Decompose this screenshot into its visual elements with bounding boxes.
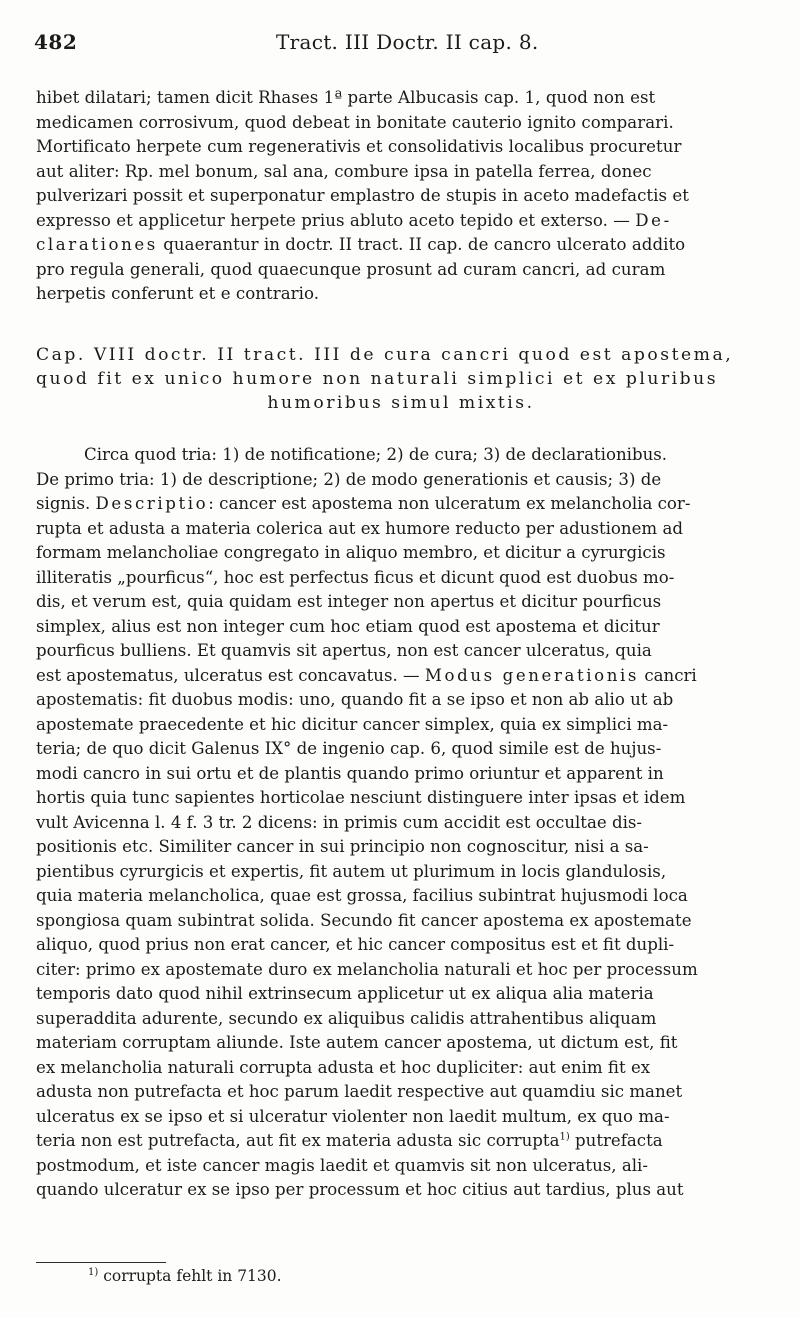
text-line: aut aliter: Rp. mel bonum, sal ana, combure ipsa in patella ferrea, donec	[36, 161, 652, 181]
text-line	[36, 209, 766, 234]
text-segment: : cancer est apostema non ulceratum ex melancholia cor-	[208, 494, 691, 513]
text-line: positionis etc. Similiter cancer in sui principio non cognoscitur, nisi a sa-	[36, 837, 649, 856]
text-line: rupta et adusta a materia colerica aut ex humore reducto per adustionem ad	[36, 518, 683, 538]
footnote-text: corrupta fehlt in 7130.	[98, 1267, 282, 1285]
text-line: temporis dato quod nihil extrinsecum applicetur ut ex aliqua alia materia	[36, 984, 654, 1003]
text-line: simplex, alius est non integer cum hoc etiam quod est apostema et dicitur	[36, 616, 660, 636]
text-segment: est apostematus, ulceratus est concavatus. —	[36, 665, 425, 685]
page-header	[34, 30, 764, 64]
text-line	[36, 1129, 766, 1154]
spaced-term: Descriptio	[95, 494, 209, 513]
text-line	[36, 233, 766, 258]
text-line	[36, 664, 766, 689]
text-line: medicamen corrosivum, quod debeat in bonitate cauterio ignito comparari.	[36, 112, 674, 132]
text-line: apostematis: fit duobus modis: uno, quando fit a se ipso et non ab alio ut ab	[36, 690, 674, 709]
footnote	[88, 1267, 282, 1285]
running-head: Tract. III Doctr. II cap. 8.	[276, 30, 539, 54]
text-line: apostemate praecedente et hic dicitur cancer simplex, quia ex simplici ma-	[36, 714, 669, 734]
heading-line: humoribus simul mixtis.	[267, 393, 535, 413]
text-line: modi cancro in sui ortu et de plantis quando primo oriuntur et apparent in	[36, 763, 664, 783]
text-line: pientibus cyrurgicis et expertis, fit autem ut plurimum in locis glandulosis,	[36, 861, 667, 881]
text-line: Circa quod tria: 1) de notificatione; 2) de cura; 3) de declarationibus.	[84, 445, 668, 464]
spaced-term: De-	[635, 210, 672, 230]
page-number: 482	[34, 30, 78, 54]
text-line: hibet dilatari; tamen dicit Rhases 1ª parte Albucasis cap. 1, quod non est	[36, 88, 656, 107]
spaced-term: Modus generationis	[424, 665, 640, 685]
text-segment: expresso et applicetur herpete prius abluto aceto tepido et exterso. —	[36, 210, 636, 230]
text-line: vult Avicenna l. 4 f. 3 tr. 2 dicens: in primis cum accidit est occultae dis-	[36, 812, 643, 832]
text-line: quando ulceratur ex se ipso per processum et hoc citius aut tardius, plus aut	[36, 1180, 684, 1199]
text-segment: quaerantur in doctr. II tract. II cap. de cancro ulcerato addito	[157, 235, 686, 254]
text-line: illiteratis „pourficus“, hoc est perfectus ficus et dicunt quod est duobus mo-	[36, 567, 675, 587]
text-line: herpetis conferunt et e contrario.	[36, 284, 320, 303]
text-line: formam melancholiae congregato in aliquo membro, et dicitur a cyrurgicis	[36, 543, 666, 562]
footnote-divider	[36, 1262, 166, 1263]
chapter-heading	[36, 343, 766, 415]
text-segment: cancri	[639, 665, 697, 685]
footnote-number: 1)	[88, 1266, 99, 1278]
footnote-marker: 1)	[559, 1131, 570, 1143]
text-line	[36, 492, 766, 517]
text-segment: teria non est putrefacta, aut fit ex materia adusta sic corrupta	[36, 1131, 560, 1150]
text-line: teria; de quo dicit Galenus IX° de ingenio cap. 6, quod simile est de hujus-	[36, 739, 662, 758]
text-line: ulceratus ex se ipso et si ulceratur violenter non laedit multum, ex quo ma-	[36, 1106, 670, 1126]
text-line: materiam corruptam aliunde. Iste autem cancer apostema, ut dictum est, fit	[36, 1033, 678, 1052]
heading-line: Cap. VIII doctr. II tract. III de cura cancri quod est apostema,	[36, 345, 734, 365]
text-segment: putrefacta	[569, 1131, 663, 1150]
text-line: pro regula generali, quod quaecunque prosunt ad curam cancri, ad curam	[36, 259, 666, 279]
text-line: postmodum, et iste cancer magis laedit et quamvis sit non ulceratus, ali-	[36, 1155, 648, 1175]
text-line: ex melancholia naturali corrupta adusta et hoc dupliciter: aut enim fit ex	[36, 1057, 651, 1077]
text-line: quia materia melancholica, quae est grossa, facilius subintrat hujusmodi loca	[36, 886, 688, 905]
spaced-term: clarationes	[36, 235, 158, 254]
text-line: dis, et verum est, quia quidam est integer non apertus et dicitur pourficus	[36, 592, 662, 611]
text-line: hortis quia tunc sapientes horticolae nesciunt distinguere inter ipsas et idem	[36, 788, 686, 807]
text-line: citer: primo ex apostemate duro ex melancholia naturali et hoc per processum	[36, 959, 698, 979]
text-line: pulverizari possit et superponatur emplastro de stupis in aceto madefactis et	[36, 186, 689, 205]
text-line: spongiosa quam subintrat solida. Secundo fit cancer apostema ex apostemate	[36, 910, 692, 930]
text-line: Mortificato herpete cum regenerativis et consolidativis localibus procuretur	[36, 137, 682, 156]
chapter-body	[36, 443, 766, 1203]
paragraph-continuation	[36, 86, 766, 307]
text-line: De primo tria: 1) de descriptione; 2) de modo generationis et causis; 3) de	[36, 469, 662, 489]
text-line: superaddita adurente, secundo ex aliquibus calidis attrahentibus aliquam	[36, 1008, 657, 1028]
text-segment: signis.	[36, 494, 96, 513]
text-line: aliquo, quod prius non erat cancer, et hic cancer compositus est et fit dupli-	[36, 935, 675, 954]
text-line: adusta non putrefacta et hoc parum laedit respective aut quamdiu sic manet	[36, 1082, 683, 1101]
heading-line: quod fit ex unico humore non naturali simplici et ex pluribus	[36, 369, 719, 389]
text-line: pourficus bulliens. Et quamvis sit apertus, non est cancer ulceratus, quia	[36, 641, 652, 660]
